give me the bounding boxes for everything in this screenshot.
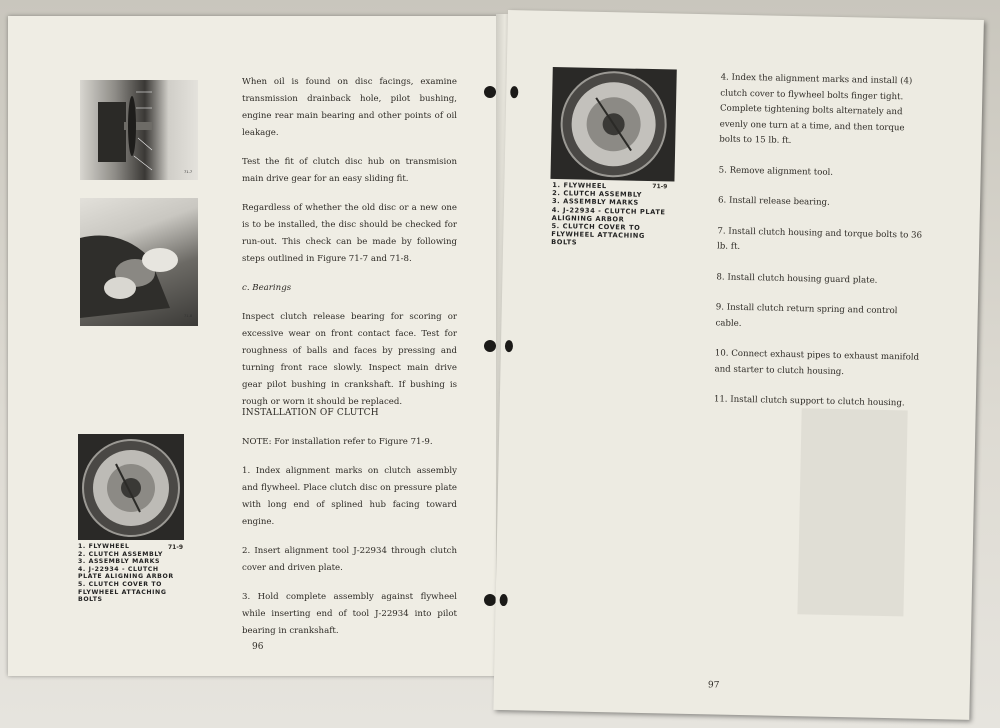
binder-hole: [484, 594, 496, 606]
right-page: [493, 10, 984, 720]
legend-item: 1. FLYWHEEL: [552, 180, 607, 191]
legend-item: 5. CLUTCH COVER TO FLYWHEEL ATTACHING BOLTS: [78, 580, 167, 604]
step-4: 4. Index the alignment marks and install (4) clutch cover to flywheel bolts finger tight. Complete tightening bolts alternately and evenly one turn at a time, and then torque bolts to 15 lb. ft.: [719, 72, 913, 146]
binder-hole: [484, 340, 496, 352]
legend-item: 1. FLYWHEEL: [78, 543, 130, 550]
binder-hole: [500, 594, 508, 606]
paragraph-oil: When oil is found on disc facings, examine transmission drainback hole, pilot bushing, engine rear main bearing and other points of oil leakage.: [242, 77, 457, 138]
page-number-right: 97: [707, 680, 720, 691]
step-10: 10. Connect exhaust pipes to exhaust manifold and starter to clutch housing.: [714, 348, 920, 377]
page-number-left: 96: [252, 642, 264, 652]
binder-hole: [510, 86, 518, 98]
legend-item: 2. CLUTCH ASSEMBLY: [78, 550, 163, 558]
binder-hole: [505, 340, 513, 352]
left-text-column: [242, 74, 457, 423]
faded-panel: [797, 408, 907, 616]
legend-item: 3. ASSEMBLY MARKS: [78, 558, 161, 566]
paragraph-hub-fit: Test the fit of clutch disc hub on transmision main drive gear for an easy sliding fit.: [242, 157, 457, 184]
step-11: 11. Install clutch support to clutch housing.: [713, 394, 905, 409]
legend-item: 4. J-22934 - CLUTCH PLATE ALIGNING ARBOR: [551, 205, 666, 224]
step-1: 1. Index alignment marks on clutch assembly and flywheel. Place clutch disc on pressure plate with long end of splined hub facing toward engine.: [242, 466, 457, 527]
figure-71-9-photo-right: [550, 67, 676, 182]
figure-71-8-photo: [80, 198, 198, 326]
step-7: 7. Install clutch housing and torque bolts to 36 lb. ft.: [716, 225, 923, 252]
installation-heading: INSTALLATION OF CLUTCH: [242, 408, 379, 418]
step-3: 3. Hold complete assembly against flywheel while inserting end of tool J-22934 into pilot bearing in crankshaft.: [242, 592, 457, 636]
right-text-column: [713, 70, 925, 427]
figure-71-9-number-left: 71-9: [168, 544, 184, 551]
installation-text: [242, 434, 457, 652]
legend-item: 5. CLUTCH COVER TO FLYWHEEL ATTACHING BOLTS: [551, 221, 646, 247]
figure-71-9-number-right: 71-9: [652, 183, 668, 191]
binder-hole: [484, 86, 496, 98]
legend-item: 4. J-22934 - CLUTCH PLATE ALIGNING ARBOR: [78, 565, 174, 581]
legend-item: 2. CLUTCH ASSEMBLY: [552, 189, 643, 200]
step-2: 2. Insert alignment tool J-22934 through clutch cover and driven plate.: [242, 546, 457, 573]
step-5: 5. Remove alignment tool.: [718, 164, 834, 178]
legend-item: 3. ASSEMBLY MARKS: [551, 197, 639, 208]
paragraph-runout: Regardless of whether the old disc or a new one is to be installed, the disc should be checked for run-out. This check can be made by following steps outlined in Figure 71-7 and 71-8.: [242, 203, 457, 264]
step-6: 6. Install release bearing.: [717, 195, 830, 208]
figure-71-8-number: 71-8: [184, 314, 193, 318]
figure-71-9-legend-left: [78, 543, 184, 604]
figure-71-7-number: 71-7: [184, 170, 193, 174]
bearings-heading: c. Bearings: [242, 283, 292, 293]
paragraph-bearings: Inspect clutch release bearing for scoring or excessive wear on front contact face. Test for roughness of balls and faces by pressing and turning front race slowly. Inspect main drive gear pilot bushing in crankshaft. If bushing is rough or worn it should be replaced.: [242, 312, 457, 407]
figure-71-9-legend-right: [551, 181, 672, 249]
left-page: [8, 16, 506, 676]
figure-71-7-photo: [80, 80, 198, 180]
installation-note: NOTE: For installation refer to Figure 71-9.: [242, 437, 433, 447]
figure-71-9-photo-left: [78, 434, 184, 540]
step-9: 9. Install clutch return spring and control cable.: [715, 302, 898, 329]
step-8: 8. Install clutch housing guard plate.: [716, 271, 878, 286]
